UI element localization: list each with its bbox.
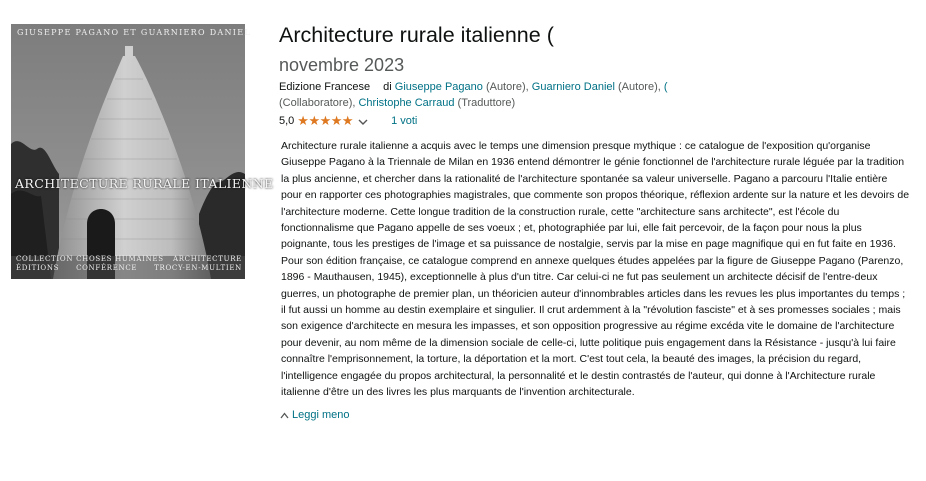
contributor-role: (Autore),	[485, 81, 529, 93]
by-label: di	[383, 81, 392, 93]
book-cover-image[interactable]	[11, 24, 274, 279]
product-title: Architecture rurale italienne (	[279, 23, 554, 47]
rating-row	[279, 113, 417, 129]
cover-collection-left: COLLECTION CHOSES HUMAINES	[16, 255, 164, 263]
cover-title-line: ARCHITECTURE RURALE ITALIENNE	[15, 176, 274, 191]
cover-collection-line	[16, 255, 242, 263]
contributor-link-daniel[interactable]: Guarniero Daniel	[531, 81, 615, 93]
edition-label: Edizione Francese	[279, 81, 371, 93]
contributor-link-truncated[interactable]: (	[663, 81, 668, 93]
read-less-link[interactable]	[280, 409, 350, 421]
cover-publisher-right: TROCY-EN-MULTIEN	[154, 264, 242, 272]
contributor-link-carraud[interactable]: Christophe Carraud	[358, 97, 455, 109]
read-less-label: Leggi meno	[292, 409, 350, 421]
publication-date: novembre 2023	[279, 55, 405, 75]
star-rating[interactable]: ★★★★★	[297, 113, 354, 128]
cover-author-line: GIUSEPPE PAGANO ET GUARNIERO DANIEL	[17, 28, 251, 37]
cover-publisher-left: ÉDITIONS	[16, 264, 60, 272]
contributors-line	[279, 79, 681, 111]
contributor-role: (Collaboratore),	[279, 97, 356, 109]
cover-publisher-line	[16, 264, 242, 272]
cover-collection-right: ARCHITECTURE	[172, 255, 242, 263]
contributor-role: (Autore),	[618, 81, 661, 93]
chevron-up-icon	[280, 412, 289, 419]
rating-count-link[interactable]: 1 voti	[391, 115, 418, 127]
cover-publisher-middle: CONFÉRENCE	[76, 264, 138, 272]
chevron-down-icon[interactable]	[357, 116, 369, 128]
trullo-photo	[11, 24, 274, 279]
product-description: Architecture rurale italienne a acquis avec le temps une dimension presque mythique : ce catalogue de l'exposition qu'organise Giuseppe Pagano à la Triennale de Milan en 1936 entend démontrer le génie fonctionnel de l'architecture rurale léguée par la tradition la plus ancienne, et chercher dans la rationalité de l'architecture spontanée sa valeur universelle. Pagano a parcouru l'Italie entière pour en rapporter ces photographies magistrales, que commente son propos théorique, réflexion ardente sur la nature et les devoirs de l'architecture moderne. Cette longue tradition de la construction rurale, cette "architecture sans architecte", est l'école du fonctionnalisme que Pagano appelle de ses voeux ; et, photographiée par lui, elle fait percevoir, de la façon pour nous la plus poignante, tous les prestiges de l'image et sa puissance de nostalgie, servis par la mise en page magnifique qui en fut faite en 1936. Pour son édition française, ce catalogue comprend en annexe quelques études appelées par la figure de Giuseppe Pagano (Parenzo, 1896 - Mauthausen, 1945), exceptionnelle à plus d'un titre. Car celui-ci ne fut pas seulement un architecte décisif de l'entre-deux guerres, un photographe de premier plan, un théoricien auteur d'innombrables articles dans les revues les plus importantes du temps ; il fut aussi un homme au destin exemplaire et singulier. Il crut ardemment à la "révolution fasciste" et à ses promesses sociales ; mais son exigence d'architecte en mesura les impasses, et son opposition progressive au régime excéda vite le domaine de l'architecture pour devenir, au nom même de la dimension sociale de celle-ci, lutte politique puis engagement dans la Résistance - jusqu'à lui faire connaître l'emprisonnement, la torture, la déportation et la mort. C'est tout cela, la beauté des images, la précision du regard, l'intelligence engagée du propos architectural, la personnalité et le destin contrastés de l'auteur, qui donne à l'Architecture rurale italienne d'être un des livres les plus marquants de l'invention architecturale.	[281, 140, 910, 399]
contributor-role: (Traduttore)	[457, 97, 516, 109]
rating-value: 5,0	[279, 115, 295, 127]
contributor-link-pagano[interactable]: Giuseppe Pagano	[394, 81, 483, 93]
